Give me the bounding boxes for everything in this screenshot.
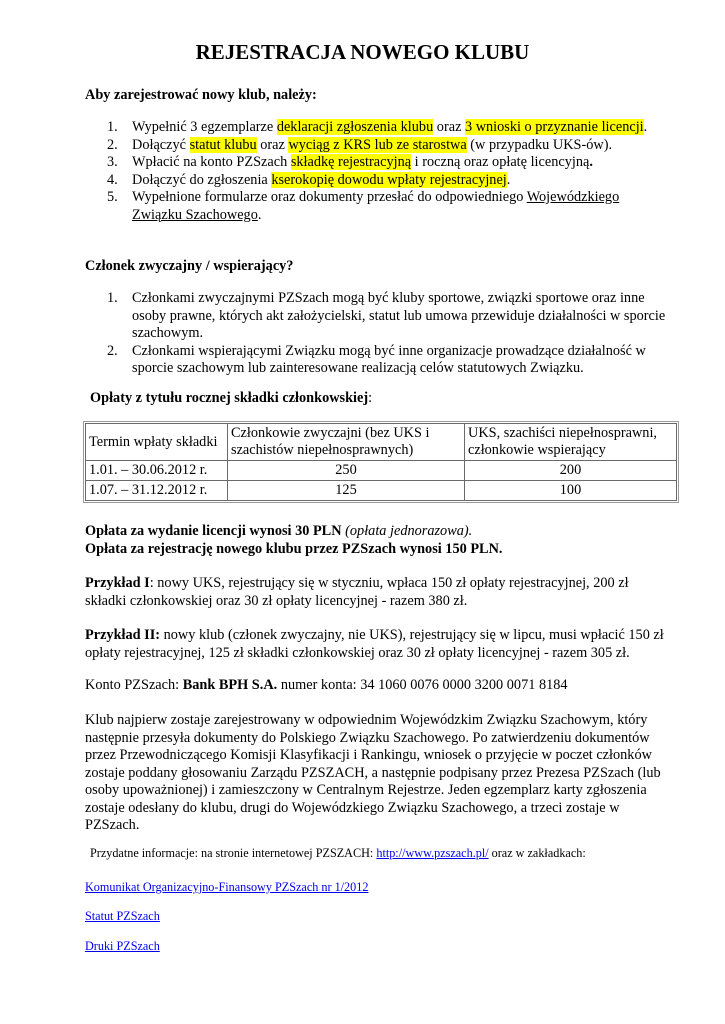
list-item: 4. Dołączyć do zgłoszenia kserokopię dowodu wpłaty rejestracyjnej. [107, 171, 511, 188]
druki-link[interactable]: Druki PZSzach [85, 939, 160, 953]
list-item: 3. Wpłacić na konto PZSzach składkę rejestracyjną i roczną oraz opłatę licencyjną. [107, 154, 593, 170]
regional-association-text: Wojewódzkiego Związku Szachowego [132, 189, 620, 223]
table-cell: 100 [465, 481, 677, 501]
member-heading: Członek zwyczajny / wspierający? [85, 258, 294, 274]
fees-table [85, 423, 677, 501]
column-header: UKS, szachiści niepełnosprawni, członkowie wspierający [465, 424, 677, 461]
steps-list [107, 119, 667, 224]
fee-summary [85, 523, 685, 558]
column-header: Termin wpłaty składki [86, 424, 228, 461]
list-item: 1. Wypełnić 3 egzemplarze deklaracji zgłoszenia klubu oraz 3 wnioski o przyznanie licencji. [107, 119, 648, 135]
pzszach-website-link[interactable]: http://www.pzszach.pl/ [376, 846, 489, 860]
registration-fee-line: Opłata za rejestrację nowego klubu przez PZSzach wynosi 150 PLN. [85, 540, 503, 557]
bank-account: Konto PZSzach: Bank BPH S.A. numer konta: 34 1060 0076 0000 3200 0071 8184 [85, 677, 568, 693]
highlight-registration-fee: składkę rejestracyjną [290, 154, 412, 170]
column-header: Członkowie zwyczajni (bez UKS i szachistów niepełnosprawnych) [228, 424, 465, 461]
list-item: 2. Członkami wspierającymi Związku mogą być inne organizacje prowadzące działalność w sporcie szachowym lub zainteresowane realizacją celów statutowych Związku. [107, 342, 646, 376]
table-row [86, 461, 677, 481]
list-item: 2. Dołączyć statut klubu oraz wyciąg z KRS lub ze starostwa (w przypadku UKS-ów). [107, 136, 613, 153]
table-cell: 200 [465, 461, 677, 481]
useful-info: Przydatne informacje: na stronie internetowej PZSZACH: http://www.pzszach.pl/ oraz w zakładkach: [90, 846, 586, 860]
example-1: Przykład I: nowy UKS, rejestrujący się w styczniu, wpłaca 150 zł opłaty rejestracyjnej, 200 zł składki członkowskiej oraz 30 zł opłaty licencyjnej - razem 380 zł. [85, 575, 629, 609]
highlight-statute: statut klubu [189, 136, 257, 153]
table-cell: 250 [228, 461, 465, 481]
highlight-license-requests: 3 wnioski o przyznanie licencji [464, 119, 644, 135]
intro-heading: Aby zarejestrować nowy klub, należy: [85, 87, 317, 103]
example-2: Przykład II: nowy klub (członek zwyczajny, nie UKS), rejestrujący się w lipcu, musi wpłacić 150 zł opłaty rejestracyjnej, 125 zł składki członkowskiej oraz 30 zł opłaty licencyjnej - razem 305 zł. [85, 627, 664, 661]
table-header-row [86, 424, 677, 461]
komunikat-link[interactable]: Komunikat Organizacyjno-Finansowy PZSzach nr 1/2012 [85, 880, 369, 894]
highlight-declaration: deklaracji zgłoszenia klubu [276, 119, 434, 135]
list-item: 1. Członkami zwyczajnymi PZSzach mogą być kluby sportowe, związki sportowe oraz inne osoby prawne, których akt założycielski, statut lub umowa przewiduje działalności w sporcie szachowym. [107, 290, 666, 341]
list-item: 5. Wypełnione formularze oraz dokumenty przesłać do odpowiedniego Wojewódzkiego Związku Szachowego. [107, 189, 620, 223]
page-title: REJESTRACJA NOWEGO KLUBU [195, 40, 530, 64]
statut-link[interactable]: Statut PZSzach [85, 909, 160, 923]
table-cell: 125 [228, 481, 465, 501]
table-row [86, 481, 677, 501]
procedure-paragraph: Klub najpierw zostaje zarejestrowany w odpowiednim Wojewódzkim Związku Szachowym, który następnie przesyła dokumenty do Polskiego Związku Szachowego. Po zatwierdzeniu dokumentów przez Przewodniczącego Komisji Klasyfikacji i Rankingu, wniosek o przyjęcie w poczet członków zostaje poddany głosowaniu Zarządu PZSZACH, a następnie podpisany przez Prezesa PZSzach (lub osoby upoważnionej) i zamieszczony w Centralnym Rejestrze. Jeden egzemplarz karty zgłoszenia zostaje odesłany do klubu, drugi do Wojewódzkiego Związku Szachowego, a trzeci zostaje w PZSzach. [85, 712, 661, 833]
member-list [107, 290, 667, 378]
table-cell: 1.01. – 30.06.2012 r. [86, 461, 228, 481]
highlight-krs-extract: wyciąg z KRS lub ze starostwa [288, 136, 467, 153]
fees-heading: Opłaty z tytułu rocznej składki członkowskiej: [90, 390, 373, 406]
license-fee-line: Opłata za wydanie licencji wynosi 30 PLN (opłata jednorazowa). [85, 523, 473, 539]
table-cell: 1.07. – 31.12.2012 r. [86, 481, 228, 501]
highlight-payment-copy: kserokopię dowodu wpłaty rejestracyjnej [271, 171, 507, 188]
